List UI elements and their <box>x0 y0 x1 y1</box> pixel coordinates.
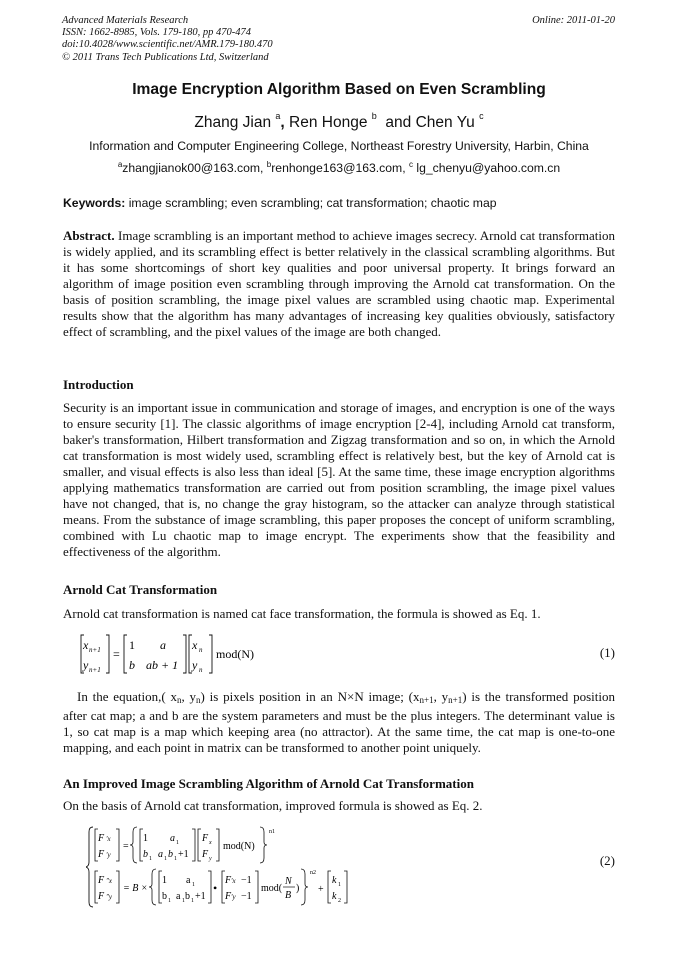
eq2-n22c: +1 <box>195 891 206 902</box>
eq2-equals: = <box>123 841 129 852</box>
section-heading-improved: An Improved Image Scrambling Algorithm of Arnold Cat Transformation <box>63 776 474 791</box>
eq2-Fpx-F: F <box>98 833 105 844</box>
eq2-Fpx-sub: ′x <box>106 835 111 843</box>
eq1-lhs-top: x <box>83 638 89 652</box>
equation-explanation <box>63 689 615 756</box>
eq-explain-sub: n+1 <box>448 695 463 705</box>
arnold-text: Arnold cat transformation is named cat face transformation, the formula is showed as Eq. 1. <box>63 606 541 621</box>
eq2-dot: • <box>213 881 218 895</box>
eq-explain-part: ) is the transformed position after cat map; a and b are the system parameters and must be the plus integers. The determinant value is 1, so cat map is a map which keeping area (no attractor). At the same time, the cat map is one-to-one mapping, and each point in matrix can be transformed to another point uniquely. <box>63 689 615 755</box>
abstract-text: Image scrambling is an important method to achieve images secrecy. Arnold cat transformation is widely applied, and its scrambling effect is better relatively in the classical scrambling algorithms. But it has some shortcomings of short key qualities and poor universal property. It brings forward an algorithm of image position even scrambling through improving the Arnold cat transformation. On the basis of position scrambling, the image pixel values are scrambled using chaotic map. Experimental results show that the algorithm has many advantages of increasing key qualities obviously, satisfactory effect of scrambling, and the pixel values of the image are both changed. <box>63 228 615 339</box>
eq1-m21: b <box>129 658 135 672</box>
eq2-Fx-sub: x <box>209 840 212 846</box>
email-sup: a <box>117 160 123 169</box>
eq-explain-part: , y <box>433 689 449 704</box>
improved-text: On the basis of Arnold cat transformation, improved formula is showed as Eq. 2. <box>63 798 483 813</box>
eq-explain-part: In the equation,( x <box>77 689 177 704</box>
eq2-r2-F2-sub: ′y <box>231 893 236 901</box>
eq2-n11: 1 <box>162 875 167 886</box>
eq2-Fppy-F: F <box>98 891 105 902</box>
eq2-mod2-open: mod( <box>261 883 283 894</box>
eq2-mod2-N: N <box>285 876 292 887</box>
eq2-Fpy-sub: ′y <box>106 851 111 859</box>
eq1-equals: = <box>113 647 120 661</box>
eq2-m21: b <box>143 849 148 860</box>
eq2-n21-sub: 1 <box>168 898 171 904</box>
eq-explain-part: , y <box>181 689 196 704</box>
email-address: zhangjianok00@163.com, <box>122 161 264 176</box>
abstract-label: Abstract. <box>63 228 115 243</box>
eq2-Fppx-F: F <box>98 875 105 886</box>
eq2-mod1: mod(N) <box>223 841 255 852</box>
eq1-lhs-bot-sub: n+1 <box>89 666 101 674</box>
eq2-m12: a <box>170 833 175 844</box>
eq2-Fy: F <box>202 849 209 860</box>
eq2-m22b-sub: 1 <box>174 856 177 862</box>
eq2-m22a-sub: 1 <box>164 856 167 862</box>
equation-1 <box>80 633 280 677</box>
eq2-k2: k <box>332 891 337 902</box>
copyright-line: © 2011 Trans Tech Publications Ltd, Switzerland <box>62 51 269 63</box>
eq1-rhs-top: x <box>192 638 198 652</box>
eq-explain-sub: n <box>196 695 201 705</box>
eq1-rhs-bot-sub: n <box>199 666 203 674</box>
online-date: Online: 2011-01-20 <box>532 15 615 26</box>
eq2-r2-minus2: −1 <box>241 891 252 902</box>
eq1-lhs-top-sub: n+1 <box>89 646 101 654</box>
introduction-text: Security is an important issue in communication and storage of images, and encryption is one of the ways to ensure security [1]. The classic algorithms of image encryption [2-4], including Arnold cat transform, baker's transformation, Hilbert transformation and Zigzag transformation and so on, in which the Arnold cat transformation is most widely used, scrambling effect is relatively best, but the key of Arnold cat is smaller, and visual effects is also less than ideal [5]. At the same time, these image encryption algorithms applying mathematics transformation are carried out from position scrambling, the image pixel values have not changed, that is, no change the gray histogram, so the attacker can analyze through statistical means. From the substance of image scrambling, this paper proposes the concept of uniform scrambling, combined with Lu chaotic map to image encrypt. The experiments show that the feasibility and effectiveness of the algorithm. <box>63 400 615 559</box>
email-sup: b <box>266 160 272 169</box>
eq2-n21: b <box>162 891 167 902</box>
journal-name: Advanced Materials Research <box>62 15 189 26</box>
eq1-m12: a <box>160 638 166 652</box>
author-separator: , <box>280 114 285 132</box>
eq-explain-part: ) is pixels position in an N×N image; (x <box>200 689 420 704</box>
eq2-Fy-sub: y <box>209 856 212 862</box>
author-sup: b <box>371 111 377 121</box>
eq2-plus: + <box>318 884 324 895</box>
keywords <box>63 196 497 210</box>
email-sup: c <box>408 160 413 169</box>
eq2-k1-sub: 1 <box>338 882 341 888</box>
email-address: renhonge163@163.com, <box>271 161 406 176</box>
author-sup: a <box>275 111 281 121</box>
eq1-rhs-bot: y <box>192 658 198 672</box>
eq2-n12-sub: 1 <box>192 882 195 888</box>
eq2-k2-sub: 2 <box>338 898 341 904</box>
author-name: Zhang Jian <box>194 114 272 132</box>
email-list <box>0 160 678 175</box>
eq2-exp2: n2 <box>310 870 316 876</box>
eq2-m12-sub: 1 <box>176 840 179 846</box>
eq2-r2-F1-sub: ′x <box>231 877 236 885</box>
keywords-text: image scrambling; even scrambling; cat transformation; chaotic map <box>128 196 497 210</box>
eq2-m22a: a <box>158 849 163 860</box>
doi-line: doi:10.4028/www.scientific.net/AMR.179-180.470 <box>62 39 273 51</box>
eq2-n22-sub: 1 <box>182 898 185 904</box>
author-name: Ren Honge <box>289 114 368 132</box>
eq-explain-sub: n <box>176 695 182 705</box>
eq2-k1: k <box>332 875 337 886</box>
eq1-mod: mod(N) <box>216 647 254 661</box>
eq2-m22b: b <box>168 849 173 860</box>
eq2-n12: a <box>186 875 191 886</box>
eq2-n22b-sub: 1 <box>191 898 194 904</box>
eq2-m21-sub: 1 <box>149 856 152 862</box>
keywords-label: Keywords: <box>63 196 126 210</box>
paper-title: Image Encryption Algorithm Based on Even Scrambling <box>132 81 546 98</box>
email-address: lg_chenyu@yahoo.com.cn <box>416 161 561 176</box>
eq2-r2-minus1: −1 <box>241 875 252 886</box>
section-heading-introduction: Introduction <box>63 377 134 392</box>
eq1-m11: 1 <box>129 638 135 652</box>
equation-2 <box>86 826 366 908</box>
author-list <box>0 113 678 132</box>
issn-line: ISSN: 1662-8985, Vols. 179-180, pp 470-474 <box>62 27 251 39</box>
eq2-r2-F2: F <box>225 891 232 902</box>
eq2-m22c: +1 <box>178 849 189 860</box>
eq1-lhs-bot: y <box>83 658 89 672</box>
eq2-B: = B × <box>123 883 148 894</box>
eq2-exp1: n1 <box>269 829 275 835</box>
affiliation: Information and Computer Engineering College, Northeast Forestry University, Harbin, China <box>89 139 589 153</box>
eq1-m22: ab + 1 <box>146 658 179 672</box>
eq2-n22b: b <box>185 891 190 902</box>
eq2-r2-F1: F <box>225 875 232 886</box>
section-heading-arnold: Arnold Cat Transformation <box>63 582 218 597</box>
eq2-Fpy-F: F <box>98 849 105 860</box>
eq1-rhs-top-sub: n <box>199 646 203 654</box>
author-name: Chen Yu <box>415 114 475 132</box>
abstract <box>63 228 615 340</box>
eq2-mod2-close: ) <box>296 883 300 894</box>
eq2-n22: a <box>176 891 181 902</box>
equation-2-number: (2) <box>599 853 615 868</box>
author-and: and <box>385 114 412 132</box>
eq2-m11: 1 <box>143 833 148 844</box>
journal-header <box>62 15 273 64</box>
equation-1-number: (1) <box>599 645 615 660</box>
eq2-Fppy-sub: ″y <box>106 893 113 901</box>
eq2-mod2-B: B <box>285 890 292 901</box>
eq2-Fx: F <box>202 833 209 844</box>
eq-explain-sub: n+1 <box>419 695 434 705</box>
eq2-Fppx-sub: ″x <box>106 877 113 885</box>
author-sup: c <box>479 111 484 121</box>
